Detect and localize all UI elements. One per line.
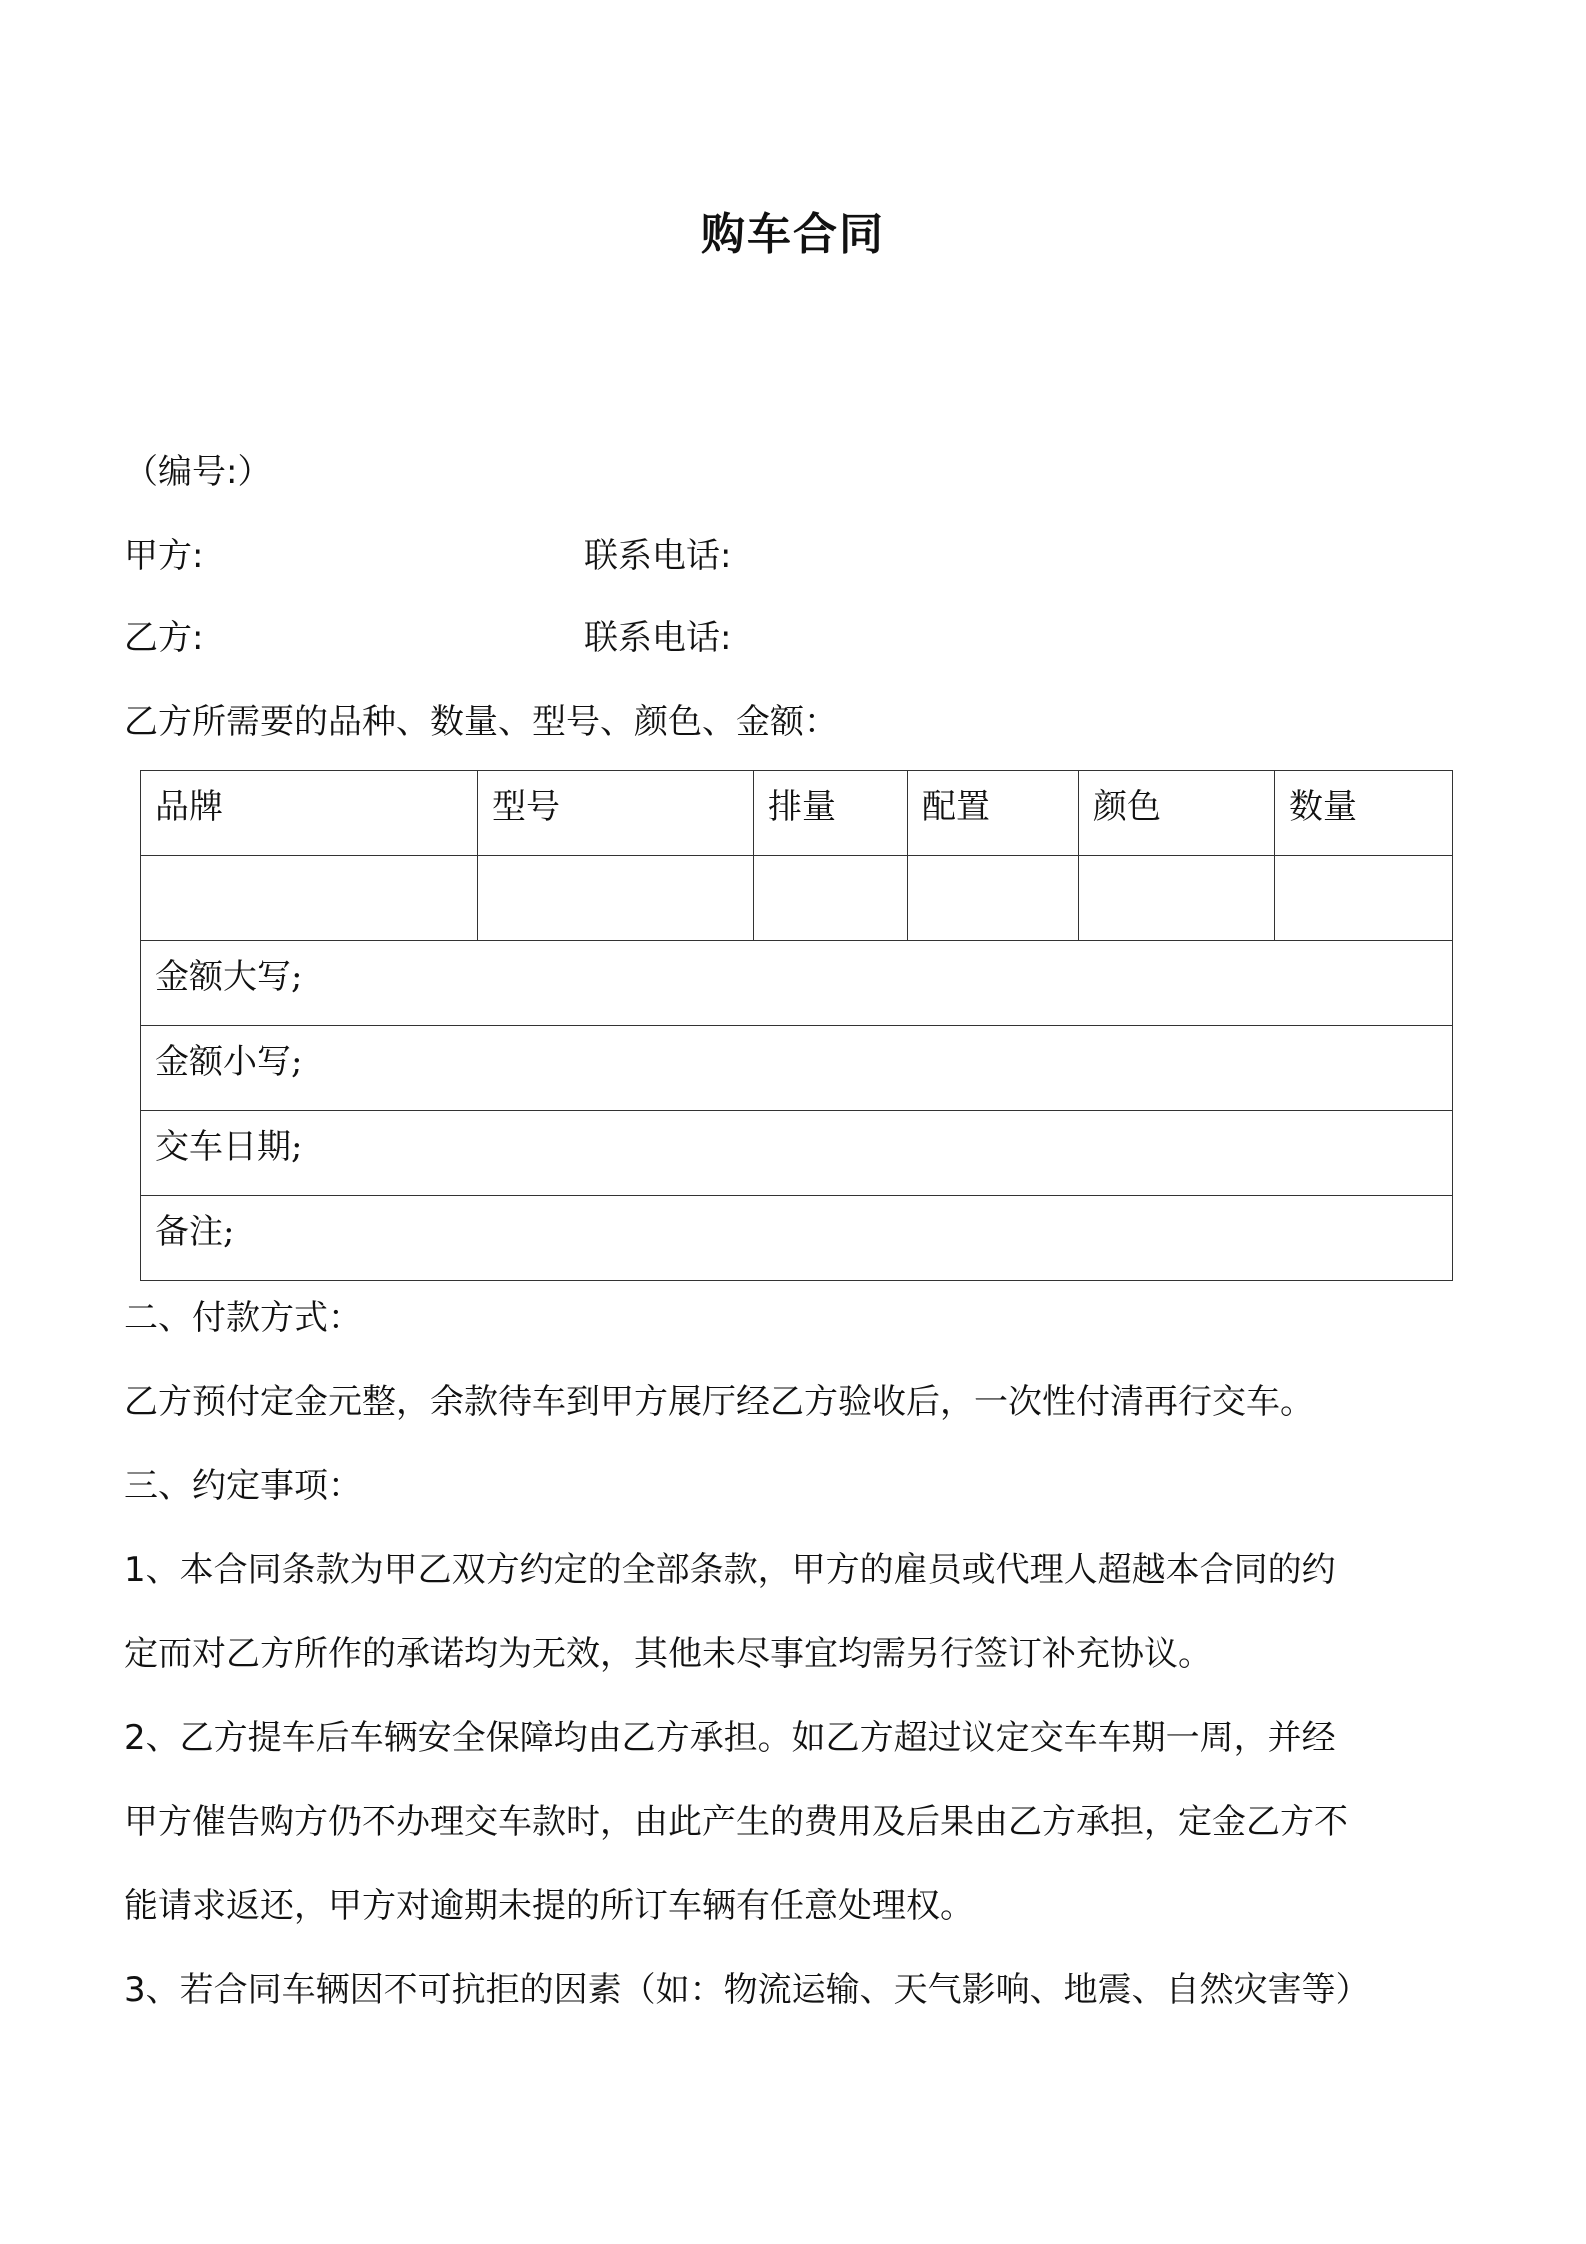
cell-displacement[interactable]	[754, 856, 908, 941]
clause2-line-3: 能请求返还，甲方对逾期未提的所订车辆有任意处理权。	[124, 1886, 974, 1926]
header-configuration: 配置	[908, 771, 1079, 856]
section2-text: 乙方预付定金元整，余款待车到甲方展厅经乙方验收后，一次性付清再行交车。	[124, 1382, 1314, 1422]
cell-brand[interactable]	[141, 856, 478, 941]
header-quantity: 数量	[1275, 771, 1453, 856]
header-color: 颜色	[1079, 771, 1275, 856]
party-a-label: 甲方:	[124, 536, 204, 576]
clause1-line-1: 1、本合同条款为甲乙双方约定的全部条款，甲方的雇员或代理人超越本合同的约	[124, 1550, 1336, 1590]
cell-configuration[interactable]	[908, 856, 1079, 941]
table-header-row	[141, 771, 1453, 856]
section3-heading: 三、约定事项：	[124, 1466, 362, 1506]
amount-upper-cell[interactable]: 金额大写;	[141, 941, 1453, 1026]
amount-upper-row	[141, 941, 1453, 1026]
clause2-line-2: 甲方催告购方仍不办理交车款时，由此产生的费用及后果由乙方承担，定金乙方不	[124, 1802, 1348, 1842]
vehicle-spec-table	[140, 770, 1453, 1281]
section2-heading: 二、付款方式：	[124, 1298, 362, 1338]
cell-color[interactable]	[1079, 856, 1275, 941]
remarks-row	[141, 1196, 1453, 1281]
contract-number-line: （编号:）	[124, 452, 272, 492]
amount-lower-row	[141, 1026, 1453, 1111]
table-intro: 乙方所需要的品种、数量、型号、颜色、金额：	[124, 702, 838, 742]
party-b-phone-label: 联系电话:	[584, 618, 732, 658]
header-brand: 品牌	[141, 771, 478, 856]
amount-lower-cell[interactable]: 金额小写;	[141, 1026, 1453, 1111]
party-b-label: 乙方:	[124, 618, 204, 658]
header-displacement: 排量	[754, 771, 908, 856]
clause1-line-2: 定而对乙方所作的承诺均为无效，其他未尽事宜均需另行签订补充协议。	[124, 1634, 1212, 1674]
party-a-phone-label: 联系电话:	[584, 536, 732, 576]
delivery-date-cell[interactable]: 交车日期;	[141, 1111, 1453, 1196]
clause3-line-1: 3、若合同车辆因不可抗拒的因素（如：物流运输、天气影响、地震、自然灾害等）	[124, 1970, 1370, 2010]
header-model: 型号	[478, 771, 754, 856]
delivery-date-row	[141, 1111, 1453, 1196]
table-blank-row	[141, 856, 1453, 941]
document-title: 购车合同	[701, 209, 885, 260]
cell-model[interactable]	[478, 856, 754, 941]
cell-quantity[interactable]	[1275, 856, 1453, 941]
remarks-cell[interactable]: 备注;	[141, 1196, 1453, 1281]
clause2-line-1: 2、乙方提车后车辆安全保障均由乙方承担。如乙方超过议定交车车期一周，并经	[124, 1718, 1336, 1758]
